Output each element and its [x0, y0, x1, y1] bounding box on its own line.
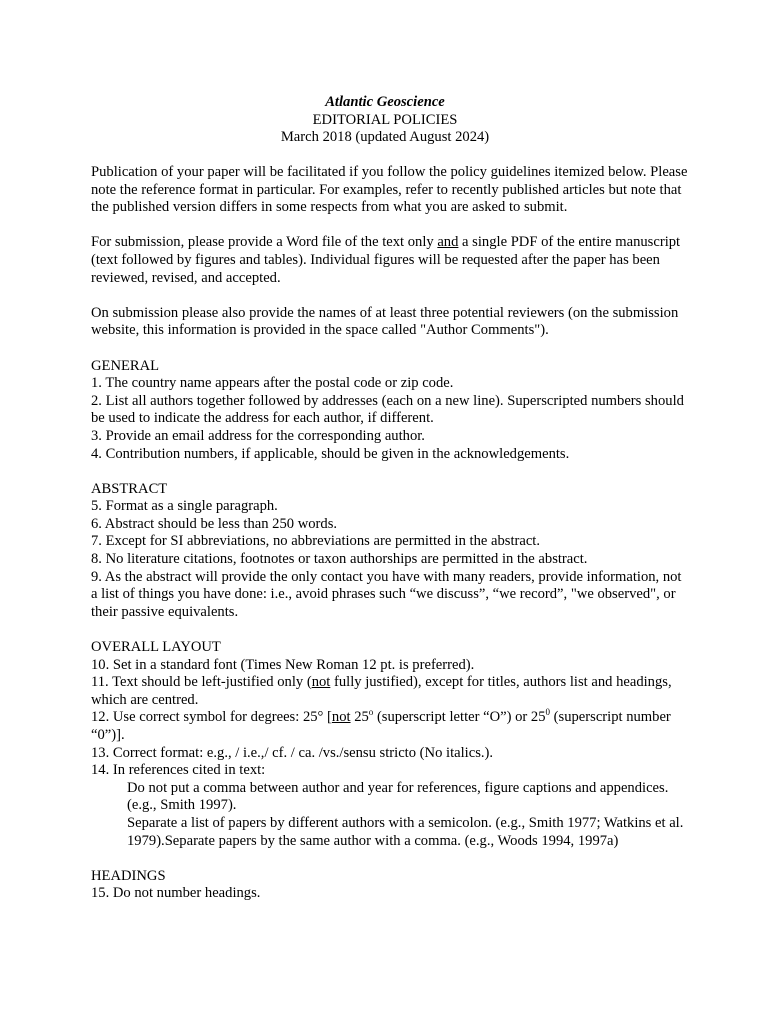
- intro-paragraph-3: On submission please also provide the names of at least three potential reviewers (on the submission website, this information is provided in the space called "Author Comments").: [91, 304, 679, 339]
- section-heading-general: GENERAL: [91, 357, 160, 374]
- section-heading-headings: HEADINGS: [91, 867, 166, 884]
- section-heading-layout: OVERALL LAYOUT: [91, 639, 221, 656]
- list-item: 3. Provide an email address for the corresponding author.: [91, 427, 425, 444]
- section-heading-abstract: ABSTRACT: [91, 480, 168, 497]
- item12-text-b: 25: [350, 709, 369, 726]
- journal-title: Atlantic Geoscience: [325, 94, 445, 110]
- list-item: 15. Do not number headings.: [91, 885, 261, 902]
- sub-list-item: Separate a list of papers by different authors with a semicolon. (e.g., Smith 1977; Watkins et al. 1979).Separate papers by the same author with a comma. (e.g., Woods 1994, 1997a): [127, 814, 684, 849]
- sub-list-item: Do not put a comma between author and year for references, figure captions and appendices. (e.g., Smith 1997).: [127, 779, 669, 814]
- item11-underlined: not: [311, 674, 331, 691]
- document-title: EDITORIAL POLICIES: [312, 111, 458, 128]
- list-item: 9. As the abstract will provide the only contact you have with many readers, provide information, not a list of things you have done: i.e., avoid phrases such “we discuss”, “we record”, "we observed", or their passive equivalents.: [91, 568, 682, 620]
- list-item: 6. Abstract should be less than 250 words.: [91, 515, 338, 532]
- document-header: [0, 94, 770, 147]
- list-item: 10. Set in a standard font (Times New Roman 12 pt. is preferred).: [91, 656, 475, 673]
- list-item: 8. No literature citations, footnotes or taxon authorships are permitted in the abstract.: [91, 551, 588, 568]
- item12-text-a: 12. Use correct symbol for degrees: 25° [: [91, 709, 332, 726]
- item12-text-d: (superscript number “0”)].: [91, 709, 671, 743]
- list-item: 14. In references cited in text:: [91, 762, 266, 779]
- document-date: March 2018 (updated August 2024): [280, 129, 490, 146]
- intro-paragraph-1: Publication of your paper will be facilitated if you follow the policy guidelines itemized below. Please note the reference format in particular. For examples, refer to recently published articles but note that the published version differs in some respects from what you are asked to submit.: [91, 164, 688, 216]
- list-item: 1. The country name appears after the postal code or zip code.: [91, 375, 454, 392]
- intro-p2-underlined: and: [437, 234, 459, 251]
- item12-text-c: (superscript letter “O”) or 25: [373, 709, 546, 726]
- item12-superscript-letter: o: [368, 707, 374, 718]
- document-body: [91, 164, 691, 903]
- list-item: [91, 709, 691, 744]
- list-item: 7. Except for SI abbreviations, no abbreviations are permitted in the abstract.: [91, 533, 541, 550]
- list-item: 5. Format as a single paragraph.: [91, 498, 278, 515]
- intro-p2-text-b: a single PDF of the entire manuscript (text followed by figures and tables). Individual figures will be requested after the paper has been reviewed, revised, and accepted.: [91, 234, 681, 286]
- item12-superscript-number: 0: [545, 707, 551, 718]
- list-item: 13. Correct format: e.g., / i.e.,/ cf. / ca. /vs./sensu stricto (No italics.).: [91, 744, 494, 761]
- item11-text-b: fully justified), except for titles, authors list and headings, which are centred.: [91, 674, 672, 708]
- intro-p2-text-a: For submission, please provide a Word file of the text only: [91, 234, 438, 251]
- item12-underlined: not: [331, 709, 351, 726]
- list-item: [91, 674, 691, 709]
- list-item: 4. Contribution numbers, if applicable, should be given in the acknowledgements.: [91, 445, 570, 462]
- list-item: 2. List all authors together followed by addresses (each on a new line). Superscripted numbers should be used to indicate the address for each author, if different.: [91, 392, 684, 427]
- item11-text-a: 11. Text should be left-justified only (: [91, 674, 312, 691]
- intro-paragraph-2: [91, 234, 691, 287]
